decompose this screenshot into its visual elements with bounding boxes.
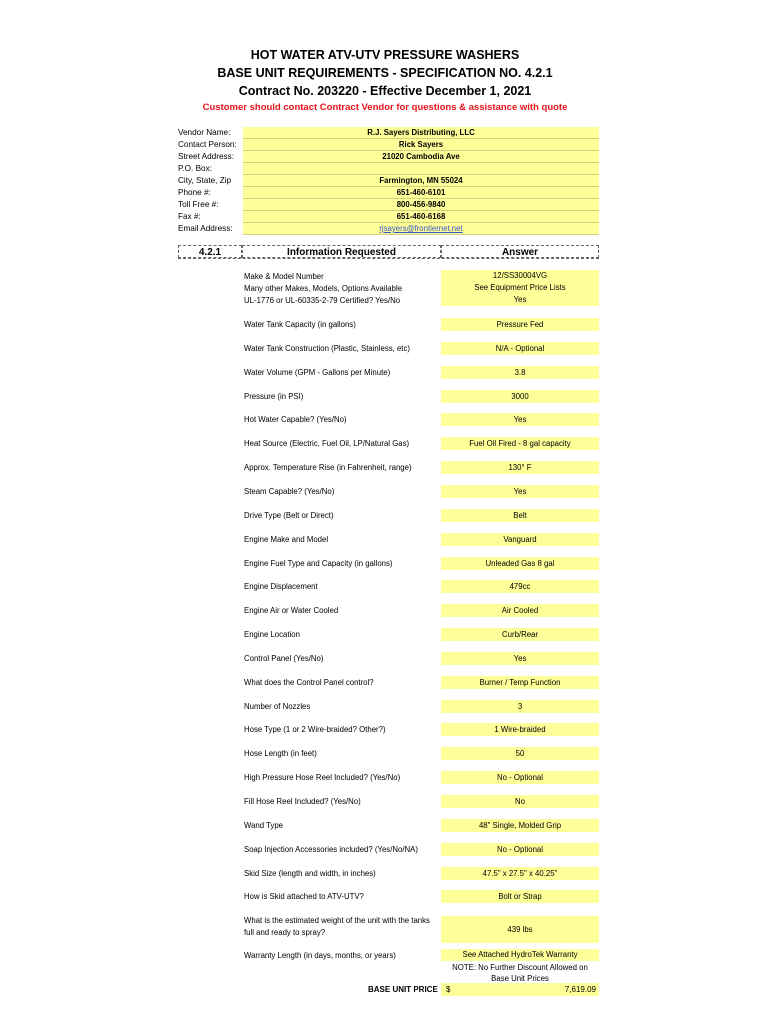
question-make-model: Make & Model Number [244,272,324,281]
answer-row: No [441,795,599,808]
doc-title-line1: HOT WATER ATV-UTV PRESSURE WASHERS [250,48,520,62]
question-row: High Pressure Hose Reel Included? (Yes/No) [244,773,401,782]
question-row: Engine Make and Model [244,535,329,544]
vendor-value: 651-460-6168 [243,211,599,223]
question-row: Number of Nozzles [244,702,311,711]
answer-row: Yes [441,413,599,426]
question-row: Water Tank Construction (Plastic, Stainless, etc) [244,344,410,353]
answer-row: 1 Wire-braided [441,723,599,736]
price-value: 7,619.09 [564,985,596,994]
vendor-value: R.J. Sayers Distributing, LLC [243,127,599,139]
vendor-value [243,163,599,175]
answer-row: Unleaded Gas 8 gal [441,557,599,570]
col-header-info: Information Requested [242,245,441,258]
question-row: Hose Length (in feet) [244,749,317,758]
section-number: 4.2.1 [178,245,242,258]
question-row: Fill Hose Reel Included? (Yes/No) [244,797,361,806]
question-row: Steam Capable? (Yes/No) [244,487,335,496]
question-weight-1: What is the estimated weight of the unit with the tanks [244,916,430,925]
question-row: Drive Type (Belt or Direct) [244,511,334,520]
vendor-label: Email Address: [178,224,233,233]
answer-row: Bolt or Strap [441,890,599,903]
question-row: Heat Source (Electric, Fuel Oil, LP/Natural Gas) [244,439,410,448]
base-unit-price-box [441,983,599,996]
answer-ul-certified: Yes [513,295,527,304]
answer-row: 48" Single, Molded Grip [441,819,599,832]
answer-row: Yes [441,652,599,665]
answer-row: Pressure Fed [441,318,599,331]
question-row: Pressure (in PSI) [244,392,304,401]
vendor-value: 800-456-9840 [243,199,599,211]
question-row: What does the Control Panel control? [244,678,374,687]
answer-weight: 439 lbs [441,916,599,943]
vendor-label: Vendor Name: [178,128,231,137]
question-row: Skid Size (length and width, in inches) [244,869,376,878]
vendor-label: Contact Person: [178,140,237,149]
question-row: Engine Fuel Type and Capacity (in gallons) [244,559,393,568]
answer-row: 47.5" x 27.5" x 40.25" [441,867,599,880]
vendor-email-link[interactable]: rjsayers@frontiernet.net [243,223,599,235]
question-row: Water Volume (GPM - Gallons per Minute) [244,368,391,377]
answer-make-model: 12/SS30004VG [492,271,548,280]
answer-row: 50 [441,747,599,760]
question-row: Hose Type (1 or 2 Wire-braided? Other?) [244,725,386,734]
question-row: Hot Water Capable? (Yes/No) [244,415,347,424]
answer-row: Vanguard [441,533,599,546]
base-unit-price-label: BASE UNIT PRICE [368,985,438,994]
col-header-answer: Answer [441,245,599,258]
answer-row: 130° F [441,461,599,474]
question-row: Control Panel (Yes/No) [244,654,324,663]
question-row: How is Skid attached to ATV-UTV? [244,892,364,901]
question-row: Soap Injection Accessories included? (Yes/No/NA) [244,845,418,854]
vendor-value: Rick Sayers [243,139,599,151]
warranty-note-2: Base Unit Prices [491,974,549,983]
answer-row: 3000 [441,390,599,403]
answer-row: 479cc [441,580,599,593]
vendor-value: 651-460-6101 [243,187,599,199]
question-row: Engine Air or Water Cooled [244,606,339,615]
answer-row: Burner / Temp Function [441,676,599,689]
answer-row: 3 [441,700,599,713]
vendor-value: Farmington, MN 55024 [243,175,599,187]
warranty-note-1: NOTE: No Further Discount Allowed on [452,963,588,972]
question-ul-certified: UL-1776 or UL-60335-2-79 Certified? Yes/No [244,296,401,305]
customer-note: Customer should contact Contract Vendor for questions & assistance with quote [202,102,568,113]
header-divider [178,258,599,259]
vendor-label: Toll Free #: [178,200,219,209]
answer-row: No - Optional [441,843,599,856]
question-weight-2: full and ready to spray? [244,928,326,937]
answer-row: 3.8 [441,366,599,379]
answer-row: Curb/Rear [441,628,599,641]
answer-row: Air Cooled [441,604,599,617]
question-row: Engine Location [244,630,300,639]
question-row: Wand Type [244,821,284,830]
vendor-label: City, State, Zip [178,176,232,185]
answer-group-1 [441,270,599,306]
question-row: Water Tank Capacity (in gallons) [244,320,356,329]
vendor-value: 21020 Cambodia Ave [243,151,599,163]
answer-row: Fuel Oil Fired - 8 gal capacity [441,437,599,450]
answer-row: Belt [441,509,599,522]
vendor-label: Street Address: [178,152,234,161]
answer-row: N/A - Optional [441,342,599,355]
price-currency: $ [446,985,451,994]
doc-title-line2: BASE UNIT REQUIREMENTS - SPECIFICATION NO. 4.2.1 [217,66,553,80]
vendor-label: Fax #: [178,212,201,221]
answer-warranty: See Attached HydroTek Warranty [441,949,599,961]
question-row: Engine Displacement [244,582,318,591]
vendor-label: Phone #: [178,188,211,197]
question-warranty: Warranty Length (in days, months, or years) [244,951,396,960]
answer-row: Yes [441,485,599,498]
question-other-makes: Many other Makes, Models, Options Available [244,284,403,293]
answer-other-makes: See Equipment Price Lists [474,283,566,292]
answer-row: No - Optional [441,771,599,784]
doc-title-line3: Contract No. 203220 - Effective December 1, 2021 [238,84,532,98]
vendor-label: P.O. Box: [178,164,212,173]
question-row: Approx. Temperature Rise (in Fahrenheit, range) [244,463,412,472]
